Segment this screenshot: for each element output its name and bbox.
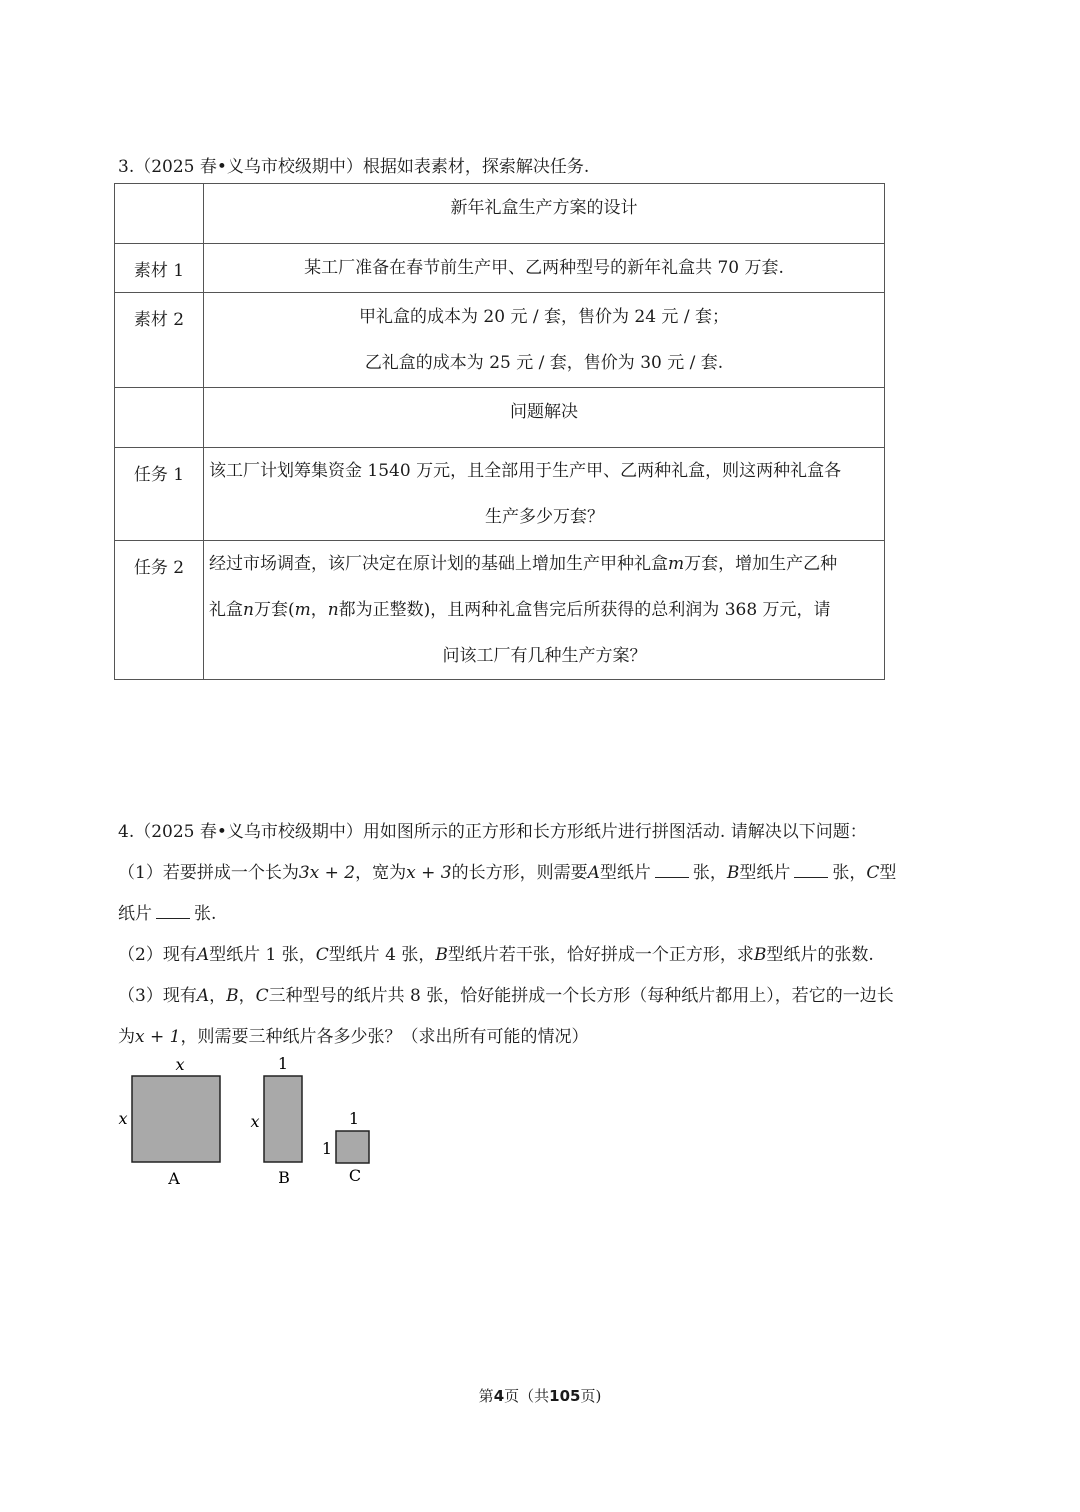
answer-blank[interactable] [156, 904, 190, 919]
text: 纸片 [118, 904, 152, 924]
text: 万套( [253, 600, 295, 620]
text: ，则需要三种纸片各多少张？（求出所有可能的情况） [180, 1027, 589, 1047]
task-1-label: 任务 1 [115, 448, 204, 541]
answer-blank[interactable] [655, 863, 689, 878]
task-2-label: 任务 2 [115, 541, 204, 680]
table-title [204, 184, 885, 244]
var-A: A [196, 945, 210, 965]
material-2-label: 素材 2 [115, 293, 204, 388]
material-2-line-1: 甲礼盒的成本为 20 元 / 套，售价为 24 元 / 套； [359, 307, 729, 327]
table-row [115, 293, 885, 388]
table-row [115, 448, 885, 541]
var-A: A [196, 986, 210, 1006]
q4-part1-line1 [118, 858, 896, 883]
task-2-line-2 [209, 587, 880, 633]
piece-C-top-label: 1 [348, 1109, 360, 1128]
piece-B-name: B [278, 1168, 290, 1187]
piece-A-side-label: x [118, 1109, 128, 1128]
var-m: m [294, 600, 311, 620]
text: 型纸片 1 张， [209, 945, 316, 965]
answer-blank[interactable] [794, 863, 828, 878]
q4-part3-line2 [118, 1022, 588, 1047]
text: ，宽为 [355, 863, 407, 883]
var-B: B [435, 945, 448, 965]
paper-pieces-figure [112, 1052, 412, 1202]
var-C: C [315, 945, 329, 965]
task-2-line-3: 问该工厂有几种生产方案？ [442, 646, 647, 666]
text: ， [238, 986, 256, 1006]
text: 万套，增加生产乙种 [684, 554, 838, 574]
table-row [115, 541, 885, 680]
piece-A-top-label: x [175, 1055, 185, 1074]
q4-heading: 4.（2025 春•义乌市校级期中）用如图所示的正方形和长方形纸片进行拼图活动. 请解决以下问题： [118, 822, 867, 842]
text: 为 [118, 1027, 135, 1047]
piece-B-top-label: 1 [277, 1054, 289, 1073]
text: 型纸片的张数. [766, 945, 874, 965]
text: 型纸片 [739, 863, 791, 883]
text: ， [310, 600, 328, 620]
page-number: 4 [493, 1387, 505, 1405]
var-C: C [255, 986, 269, 1006]
text: 型纸片若干张，恰好拼成一个正方形，求 [447, 945, 754, 965]
piece-C-side-label: 1 [321, 1139, 333, 1158]
var-m: m [668, 554, 685, 574]
piece-A-name: A [168, 1169, 180, 1188]
material-2-line-2: 乙礼盒的成本为 25 元 / 套，售价为 30 元 / 套. [364, 353, 724, 373]
q4-part2 [118, 940, 874, 965]
expr-length: 3x + 2 [298, 863, 356, 883]
text: 第 [478, 1387, 494, 1405]
material-1-text: 某工厂准备在春节前生产甲、乙两种型号的新年礼盒共 70 万套. [304, 258, 784, 278]
piece-B-side-label: x [250, 1112, 260, 1131]
task-1-cell [204, 448, 885, 541]
material-1-cell [204, 244, 885, 293]
page-total: 105 [549, 1387, 581, 1405]
task-1-line-2: 生产多少万套？ [485, 507, 604, 527]
text: 页) [580, 1387, 602, 1405]
text: 张. [194, 904, 217, 924]
empty-cell [115, 184, 204, 244]
text: 张， [832, 863, 867, 883]
material-2-cell [204, 293, 885, 388]
text: 的长方形，则需要 [451, 863, 588, 883]
empty-cell [115, 388, 204, 448]
paper-pieces-svg [112, 1052, 412, 1202]
q3-heading: 3.（2025 春•义乌市校级期中）根据如表素材，探索解决任务. [118, 157, 590, 177]
piece-C-name: C [348, 1166, 362, 1185]
piece-A [132, 1076, 220, 1162]
var-B: B [753, 945, 767, 965]
expr-side: x + 1 [135, 1027, 181, 1047]
table-row [115, 244, 885, 293]
section-title [204, 388, 885, 448]
q4-part3-line1 [118, 981, 894, 1006]
text: ， [209, 986, 227, 1006]
table-title-text: 新年礼盒生产方案的设计 [450, 198, 638, 218]
table-row [115, 184, 885, 244]
var-n: n [327, 600, 339, 620]
q4-part1-line2 [118, 899, 216, 924]
page-footer [0, 1385, 1080, 1406]
piece-C [336, 1131, 369, 1163]
var-B: B [726, 863, 740, 883]
text: 页（共 [504, 1387, 550, 1405]
var-B: B [226, 986, 239, 1006]
text: （3）现有 [118, 986, 197, 1006]
piece-B [264, 1076, 302, 1162]
text: 型纸片 [599, 863, 651, 883]
expr-width: x + 3 [406, 863, 452, 883]
var-C: C [866, 863, 880, 883]
task-2-line-1 [209, 541, 880, 587]
table-row [115, 388, 885, 448]
text: 型 [879, 863, 897, 883]
material-1-label: 素材 1 [115, 244, 204, 293]
text: 张， [692, 863, 727, 883]
text: 经过市场调查，该厂决定在原计划的基础上增加生产甲种礼盒 [209, 554, 668, 574]
text: 型纸片 4 张， [328, 945, 436, 965]
task-1-line-1: 该工厂计划筹集资金 1540 万元，且全部用于生产甲、乙两种礼盒，则这两种礼盒各 [209, 461, 842, 481]
text: （2）现有 [118, 945, 197, 965]
text: （1）若要拼成一个长为 [118, 863, 299, 883]
section-title-text: 问题解决 [510, 402, 578, 422]
var-n: n [243, 600, 254, 620]
text: 礼盒 [209, 600, 243, 620]
materials-table [114, 183, 885, 680]
task-2-cell [204, 541, 885, 680]
text: 都为正整数)，且两种礼盒售完后所获得的总利润为 368 万元，请 [338, 600, 831, 620]
var-A: A [587, 863, 600, 883]
text: 三种型号的纸片共 8 张，恰好能拼成一个长方形（每种纸片都用上），若它的一边长 [268, 986, 894, 1006]
